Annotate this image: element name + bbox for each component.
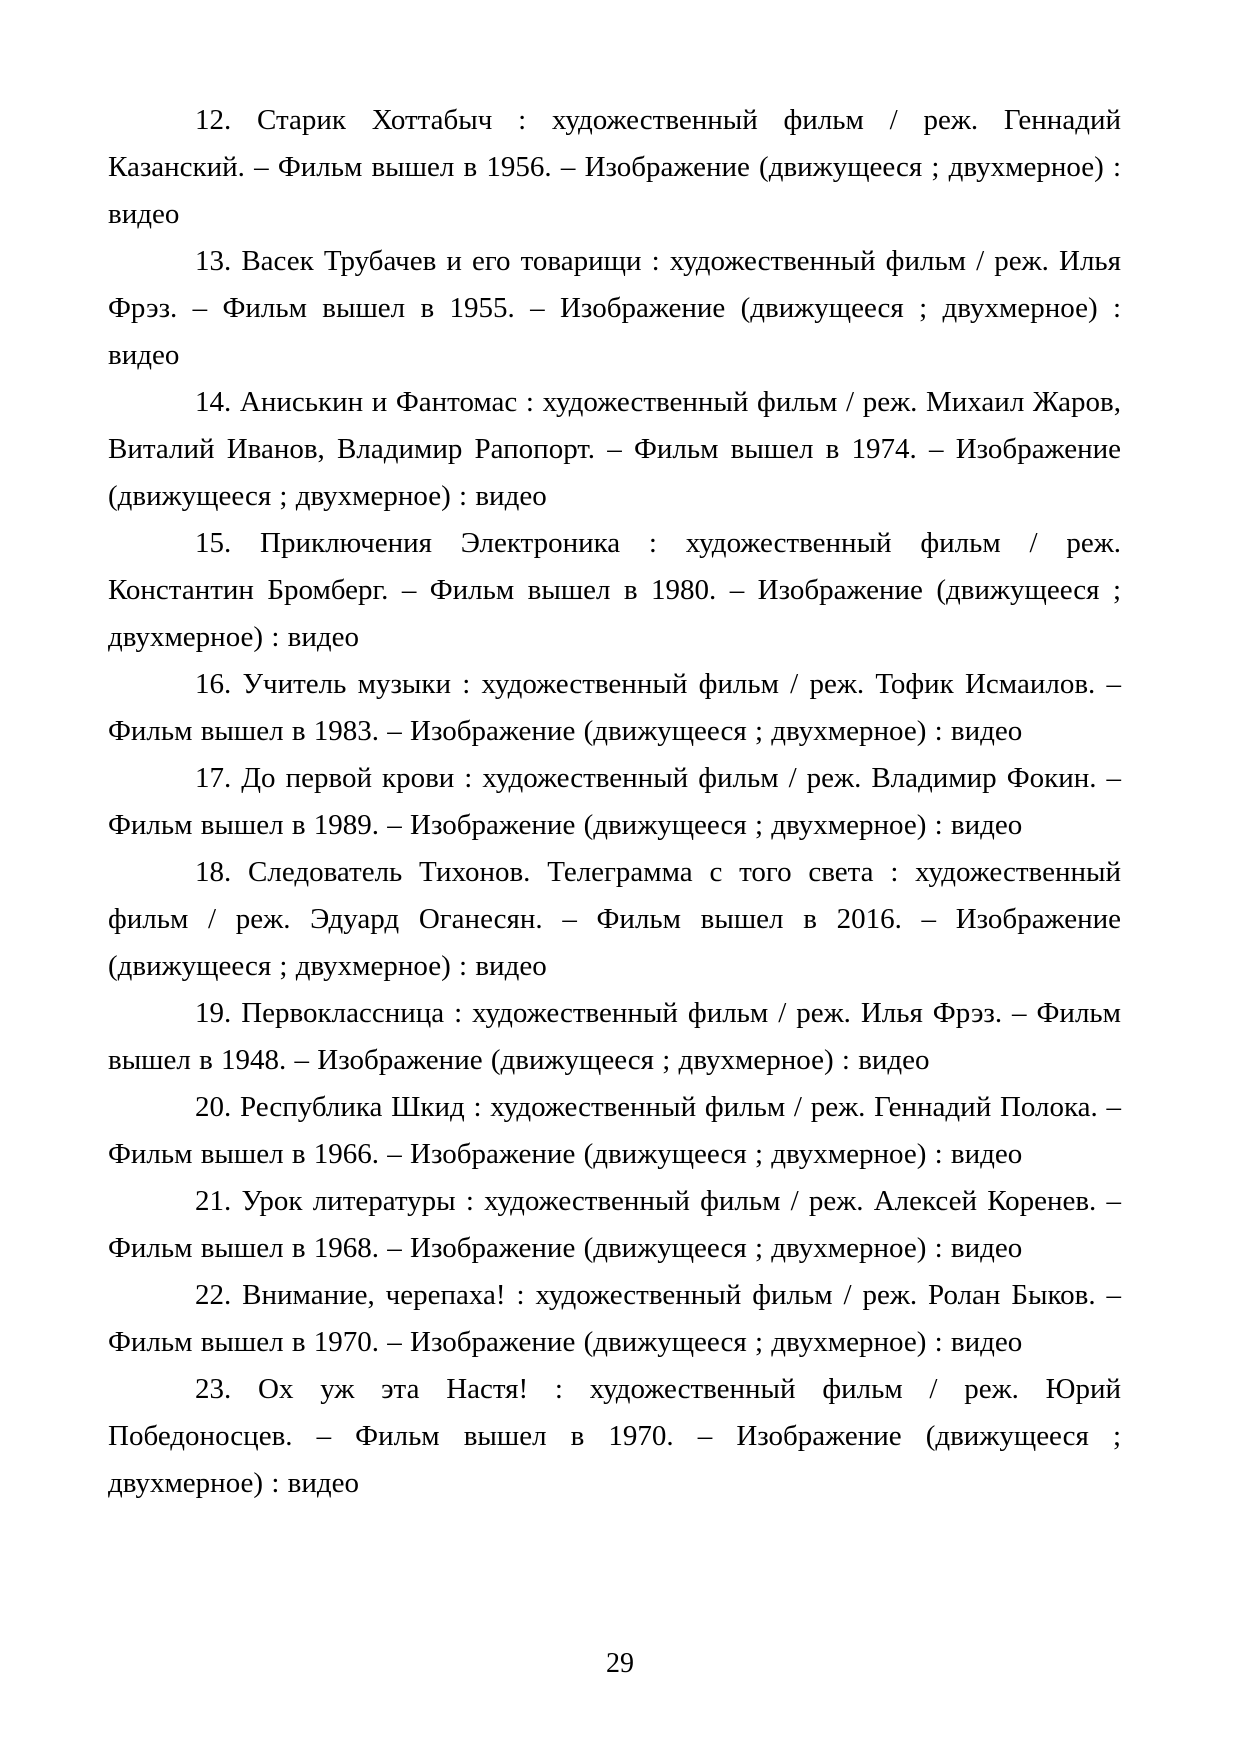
bibliography-entry: 22. Внимание, черепаха! : художественный фильм / реж. Ролан Быков. – Фильм вышел в 1970. – Изображение (движущееся ; двухмерное) : видео: [108, 1279, 1121, 1358]
bibliography-entry: 20. Республика Шкид : художественный фильм / реж. Геннадий Полока. – Фильм вышел в 1966. – Изображение (движущееся ; двухмерное) : видео: [108, 1091, 1121, 1170]
bibliography-entry: 17. До первой крови : художественный фильм / реж. Владимир Фокин. – Фильм вышел в 1989. – Изображение (движущееся ; двухмерное) : видео: [108, 762, 1121, 841]
bibliography-entry: 15. Приключения Электроника : художественный фильм / реж. Константин Бромберг. – Фильм вышел в 1980. – Изображение (движущееся ; двухмерное) : видео: [108, 527, 1121, 653]
bibliography-entry: 18. Следователь Тихонов. Телеграмма с того света : художественный фильм / реж. Эдуард Оганесян. – Фильм вышел в 2016. – Изображение (движущееся ; двухмерное) : видео: [108, 856, 1121, 982]
page-number: 29: [606, 1648, 634, 1679]
bibliography-list: [108, 97, 1121, 1507]
bibliography-entry: 14. Аниськин и Фантомас : художественный фильм / реж. Михаил Жаров, Виталий Иванов, Владимир Рапопорт. – Фильм вышел в 1974. – Изображение (движущееся ; двухмерное) : видео: [108, 386, 1121, 512]
bibliography-entry: 13. Васек Трубачев и его товарищи : художественный фильм / реж. Илья Фрэз. – Фильм вышел в 1955. – Изображение (движущееся ; двухмерное) : видео: [108, 245, 1121, 371]
bibliography-entry: 23. Ох уж эта Настя! : художественный фильм / реж. Юрий Победоносцев. – Фильм вышел в 1970. – Изображение (движущееся ; двухмерное) : видео: [108, 1373, 1121, 1499]
bibliography-entry: 16. Учитель музыки : художественный фильм / реж. Тофик Исмаилов. – Фильм вышел в 1983. – Изображение (движущееся ; двухмерное) : видео: [108, 668, 1121, 747]
bibliography-entry: 12. Старик Хоттабыч : художественный фильм / реж. Геннадий Казанский. – Фильм вышел в 1956. – Изображение (движущееся ; двухмерное) : видео: [108, 104, 1121, 230]
bibliography-entry: 19. Первоклассница : художественный фильм / реж. Илья Фрэз. – Фильм вышел в 1948. – Изображение (движущееся ; двухмерное) : видео: [108, 997, 1121, 1076]
bibliography-entry: 21. Урок литературы : художественный фильм / реж. Алексей Коренев. – Фильм вышел в 1968. – Изображение (движущееся ; двухмерное) : видео: [108, 1185, 1121, 1264]
